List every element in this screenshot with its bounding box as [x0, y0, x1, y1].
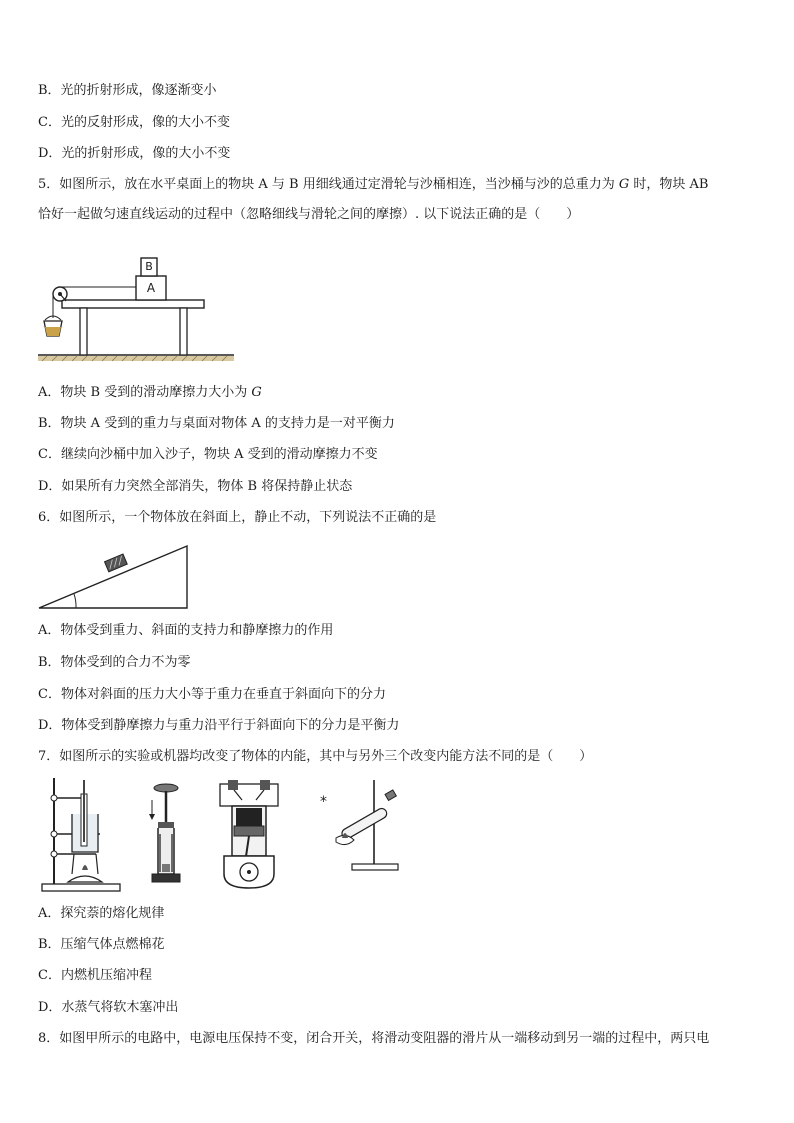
q7-option-d: D．水蒸气将软木塞冲出 [38, 1000, 179, 1015]
q5-option-d: D．如果所有力突然全部消失，物体 B 将保持静止状态 [38, 479, 353, 494]
q4-option-b: B．光的折射形成，像逐渐变小 [38, 83, 217, 98]
q7-option-c: C．内燃机压缩冲程 [38, 968, 152, 983]
q7-figure-b-air-compression [146, 778, 186, 886]
q5-figure-table-pulley [36, 254, 236, 362]
q7-figure-d-steam-cork [316, 776, 404, 874]
q6-option-b: B．物体受到的合力不为零 [38, 655, 191, 670]
q5-figure-label-b: B [145, 260, 153, 273]
q5-option-c: C．继续向沙桶中加入沙子，物块 A 受到的滑动摩擦力不变 [38, 447, 378, 462]
q7-figure-c-engine-compression-stroke [218, 778, 280, 892]
q8-stem: 8．如图甲所示的电路中，电源电压保持不变，闭合开关，将滑动变阻器的滑片从一端移动到另一端的过程中，两只电 [38, 1031, 710, 1046]
q5-figure-label-a: A [146, 281, 156, 295]
q6-figure-incline [36, 540, 192, 612]
q7-option-b: B．压缩气体点燃棉花 [38, 937, 165, 952]
q6-option-c: C．物体对斜面的压力大小等于重力在垂直于斜面向下的分力 [38, 687, 386, 702]
q4-option-d: D．光的折射形成，像的大小不变 [38, 146, 231, 161]
q6-stem: 6．如图所示，一个物体放在斜面上，静止不动，下列说法不正确的是 [38, 510, 437, 525]
q7-figure-a-melting-apparatus [38, 774, 126, 894]
q6-option-d: D．物体受到静摩擦力与重力沿平行于斜面向下的分力是平衡力 [38, 718, 400, 733]
q4-option-c: C．光的反射形成，像的大小不变 [38, 115, 230, 130]
q5-stem-line2: 恰好一起做匀速直线运动的过程中（忽略细线与滑轮之间的摩擦）. 以下说法正确的是（ ） [38, 207, 580, 222]
q5-option-a: A．物块 B 受到的滑动摩擦力大小为 G [38, 385, 262, 400]
q6-option-a: A．物体受到重力、斜面的支持力和静摩擦力的作用 [38, 623, 334, 638]
svg-text:*: * [320, 794, 327, 810]
q7-option-a: A．探究萘的熔化规律 [38, 906, 165, 921]
q7-stem: 7．如图所示的实验或机器均改变了物体的内能，其中与另外三个改变内能方法不同的是（ ） [38, 749, 593, 764]
q5-stem-line1: 5．如图所示，放在水平桌面上的物块 A 与 B 用细线通过定滑轮与沙桶相连，当沙桶与沙的总重力为 G 时，物块 AB [38, 177, 709, 192]
q5-option-b: B．物块 A 受到的重力与桌面对物体 A 的支持力是一对平衡力 [38, 416, 395, 431]
